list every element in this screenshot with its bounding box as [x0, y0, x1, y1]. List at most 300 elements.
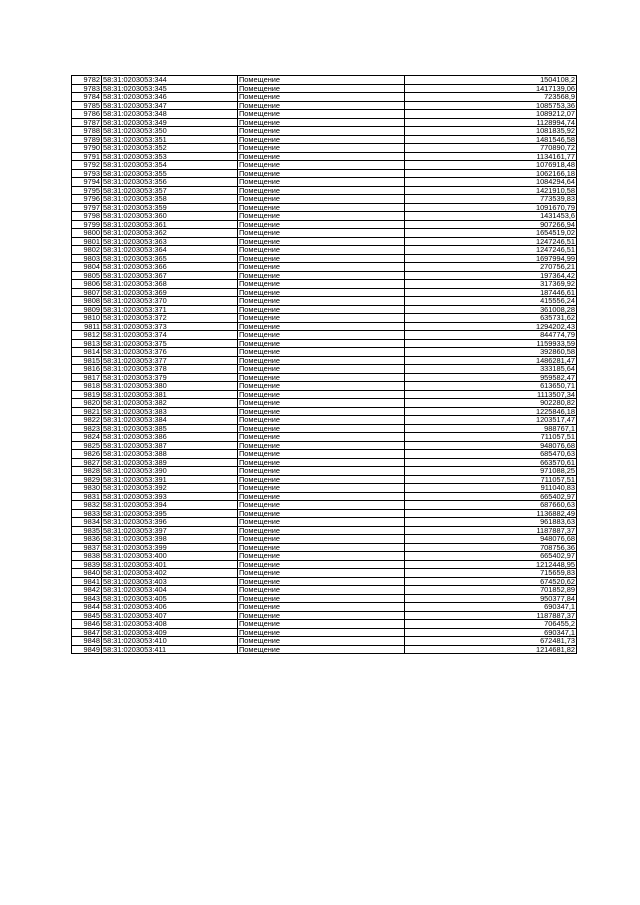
cadastral-number-cell: 58:31:0203053:347	[102, 101, 238, 110]
row-number-cell: 9827	[72, 458, 102, 467]
object-type-cell: Помещение	[238, 186, 405, 195]
row-number-cell: 9811	[72, 322, 102, 331]
cadastral-number-cell: 58:31:0203053:387	[102, 441, 238, 450]
table-row	[72, 297, 577, 306]
table-row	[72, 577, 577, 586]
cadastral-value-cell: 1159933,59	[405, 339, 577, 348]
table-row	[72, 365, 577, 374]
row-number-cell: 9800	[72, 229, 102, 238]
row-number-cell: 9834	[72, 518, 102, 527]
cadastral-number-cell: 58:31:0203053:390	[102, 467, 238, 476]
cadastral-value-cell: 706455,2	[405, 620, 577, 629]
cadastral-value-cell: 1089212,07	[405, 110, 577, 119]
cadastral-number-cell: 58:31:0203053:379	[102, 373, 238, 382]
row-number-cell: 9849	[72, 645, 102, 654]
table-row	[72, 518, 577, 527]
table-row	[72, 186, 577, 195]
object-type-cell: Помещение	[238, 390, 405, 399]
cadastral-number-cell: 58:31:0203053:361	[102, 220, 238, 229]
table-row	[72, 271, 577, 280]
row-number-cell: 9791	[72, 152, 102, 161]
cadastral-value-cell: 690347,1	[405, 628, 577, 637]
object-type-cell: Помещение	[238, 297, 405, 306]
object-type-cell: Помещение	[238, 450, 405, 459]
cadastral-number-cell: 58:31:0203053:383	[102, 407, 238, 416]
cadastral-value-cell: 1084294,64	[405, 178, 577, 187]
table-row	[72, 543, 577, 552]
object-type-cell: Помещение	[238, 577, 405, 586]
cadastral-value-cell: 1417139,06	[405, 84, 577, 93]
cadastral-value-cell: 1136882,49	[405, 509, 577, 518]
row-number-cell: 9803	[72, 254, 102, 263]
cadastral-number-cell: 58:31:0203053:395	[102, 509, 238, 518]
row-number-cell: 9832	[72, 501, 102, 510]
cadastral-value-cell: 715659,83	[405, 569, 577, 578]
row-number-cell: 9843	[72, 594, 102, 603]
table-row	[72, 535, 577, 544]
cadastral-value-cell: 1062166,18	[405, 169, 577, 178]
object-type-cell: Помещение	[238, 637, 405, 646]
cadastral-value-cell: 663570,61	[405, 458, 577, 467]
object-type-cell: Помещение	[238, 246, 405, 255]
cadastral-value-cell: 317369,92	[405, 280, 577, 289]
cadastral-number-cell: 58:31:0203053:357	[102, 186, 238, 195]
cadastral-value-cell: 902280,82	[405, 399, 577, 408]
object-type-cell: Помещение	[238, 331, 405, 340]
cadastral-value-cell: 711057,51	[405, 433, 577, 442]
table-row	[72, 220, 577, 229]
cadastral-number-cell: 58:31:0203053:354	[102, 161, 238, 170]
table-row	[72, 263, 577, 272]
row-number-cell: 9798	[72, 212, 102, 221]
row-number-cell: 9812	[72, 331, 102, 340]
cadastral-value-cell: 948076,68	[405, 441, 577, 450]
cadastral-value-cell: 1214681,82	[405, 645, 577, 654]
cadastral-value-cell: 911040,83	[405, 484, 577, 493]
row-number-cell: 9807	[72, 288, 102, 297]
row-number-cell: 9821	[72, 407, 102, 416]
object-type-cell: Помещение	[238, 348, 405, 357]
cadastral-value-cell: 1203517,47	[405, 416, 577, 425]
cadastral-number-cell: 58:31:0203053:397	[102, 526, 238, 535]
row-number-cell: 9828	[72, 467, 102, 476]
table-row	[72, 339, 577, 348]
object-type-cell: Помещение	[238, 373, 405, 382]
object-type-cell: Помещение	[238, 152, 405, 161]
cadastral-value-cell: 773539,83	[405, 195, 577, 204]
cadastral-number-cell: 58:31:0203053:391	[102, 475, 238, 484]
cadastral-number-cell: 58:31:0203053:366	[102, 263, 238, 272]
object-type-cell: Помещение	[238, 620, 405, 629]
object-type-cell: Помещение	[238, 407, 405, 416]
row-number-cell: 9830	[72, 484, 102, 493]
cadastral-number-cell: 58:31:0203053:356	[102, 178, 238, 187]
object-type-cell: Помещение	[238, 560, 405, 569]
row-number-cell: 9792	[72, 161, 102, 170]
row-number-cell: 9815	[72, 356, 102, 365]
cadastral-value-cell: 687660,63	[405, 501, 577, 510]
table-row	[72, 569, 577, 578]
cadastral-number-cell: 58:31:0203053:398	[102, 535, 238, 544]
cadastral-number-cell: 58:31:0203053:350	[102, 127, 238, 136]
cadastral-number-cell: 58:31:0203053:411	[102, 645, 238, 654]
object-type-cell: Помещение	[238, 212, 405, 221]
cadastral-value-cell: 685470,63	[405, 450, 577, 459]
cadastral-value-cell: 1113507,34	[405, 390, 577, 399]
row-number-cell: 9799	[72, 220, 102, 229]
table-row	[72, 288, 577, 297]
cadastral-value-cell: 1247246,51	[405, 237, 577, 246]
table-row	[72, 467, 577, 476]
cadastral-value-cell: 1187887,37	[405, 526, 577, 535]
row-number-cell: 9802	[72, 246, 102, 255]
table-row	[72, 144, 577, 153]
cadastral-number-cell: 58:31:0203053:353	[102, 152, 238, 161]
row-number-cell: 9841	[72, 577, 102, 586]
row-number-cell: 9794	[72, 178, 102, 187]
row-number-cell: 9845	[72, 611, 102, 620]
row-number-cell: 9819	[72, 390, 102, 399]
cadastral-value-cell: 333185,64	[405, 365, 577, 374]
cadastral-number-cell: 58:31:0203053:348	[102, 110, 238, 119]
cadastral-value-cell: 770890,72	[405, 144, 577, 153]
cadastral-number-cell: 58:31:0203053:380	[102, 382, 238, 391]
row-number-cell: 9818	[72, 382, 102, 391]
table-row	[72, 475, 577, 484]
row-number-cell: 9822	[72, 416, 102, 425]
cadastral-value-cell: 723568,9	[405, 93, 577, 102]
table-row	[72, 450, 577, 459]
row-number-cell: 9831	[72, 492, 102, 501]
object-type-cell: Помещение	[238, 492, 405, 501]
row-number-cell: 9835	[72, 526, 102, 535]
row-number-cell: 9826	[72, 450, 102, 459]
row-number-cell: 9814	[72, 348, 102, 357]
object-type-cell: Помещение	[238, 305, 405, 314]
row-number-cell: 9784	[72, 93, 102, 102]
cadastral-number-cell: 58:31:0203053:367	[102, 271, 238, 280]
object-type-cell: Помещение	[238, 586, 405, 595]
table-row	[72, 458, 577, 467]
cadastral-value-cell: 665402,97	[405, 552, 577, 561]
object-type-cell: Помещение	[238, 271, 405, 280]
row-number-cell: 9810	[72, 314, 102, 323]
cadastral-value-cell: 361008,28	[405, 305, 577, 314]
row-number-cell: 9785	[72, 101, 102, 110]
object-type-cell: Помещение	[238, 93, 405, 102]
object-type-cell: Помещение	[238, 484, 405, 493]
cadastral-value-cell: 1486281,47	[405, 356, 577, 365]
object-type-cell: Помещение	[238, 416, 405, 425]
cadastral-number-cell: 58:31:0203053:352	[102, 144, 238, 153]
object-type-cell: Помещение	[238, 382, 405, 391]
table-row	[72, 611, 577, 620]
row-number-cell: 9820	[72, 399, 102, 408]
cadastral-number-cell: 58:31:0203053:393	[102, 492, 238, 501]
table-row	[72, 373, 577, 382]
cadastral-number-cell: 58:31:0203053:407	[102, 611, 238, 620]
table-row	[72, 407, 577, 416]
cadastral-number-cell: 58:31:0203053:400	[102, 552, 238, 561]
table-row	[72, 195, 577, 204]
object-type-cell: Помещение	[238, 611, 405, 620]
cadastral-number-cell: 58:31:0203053:372	[102, 314, 238, 323]
object-type-cell: Помещение	[238, 178, 405, 187]
object-type-cell: Помещение	[238, 144, 405, 153]
cadastral-number-cell: 58:31:0203053:409	[102, 628, 238, 637]
cadastral-value-cell: 907266,94	[405, 220, 577, 229]
cadastral-value-cell: 392860,58	[405, 348, 577, 357]
object-type-cell: Помещение	[238, 552, 405, 561]
table-row	[72, 254, 577, 263]
cadastral-value-cell: 844774,79	[405, 331, 577, 340]
cadastral-value-cell: 1654519,02	[405, 229, 577, 238]
table-row	[72, 620, 577, 629]
table-row	[72, 322, 577, 331]
row-number-cell: 9795	[72, 186, 102, 195]
table-row	[72, 594, 577, 603]
table-row	[72, 552, 577, 561]
cadastral-value-cell: 1247246,51	[405, 246, 577, 255]
cadastral-number-cell: 58:31:0203053:381	[102, 390, 238, 399]
cadastral-value-cell: 690347,1	[405, 603, 577, 612]
row-number-cell: 9788	[72, 127, 102, 136]
cadastral-value-cell: 961883,63	[405, 518, 577, 527]
cadastral-number-cell: 58:31:0203053:404	[102, 586, 238, 595]
table-row	[72, 382, 577, 391]
table-row	[72, 246, 577, 255]
cadastral-number-cell: 58:31:0203053:405	[102, 594, 238, 603]
cadastral-number-cell: 58:31:0203053:401	[102, 560, 238, 569]
cadastral-number-cell: 58:31:0203053:359	[102, 203, 238, 212]
cadastral-value-cell: 270756,21	[405, 263, 577, 272]
table-row	[72, 645, 577, 654]
object-type-cell: Помещение	[238, 475, 405, 484]
table-row	[72, 161, 577, 170]
table-row	[72, 526, 577, 535]
cadastral-number-cell: 58:31:0203053:375	[102, 339, 238, 348]
cadastral-value-cell: 1697994,99	[405, 254, 577, 263]
cadastral-number-cell: 58:31:0203053:345	[102, 84, 238, 93]
table-row	[72, 237, 577, 246]
object-type-cell: Помещение	[238, 365, 405, 374]
cadastral-number-cell: 58:31:0203053:403	[102, 577, 238, 586]
row-number-cell: 9816	[72, 365, 102, 374]
cadastral-value-cell: 948076,68	[405, 535, 577, 544]
table-row	[72, 492, 577, 501]
cadastral-value-cell: 971088,25	[405, 467, 577, 476]
cadastral-value-cell: 187446,61	[405, 288, 577, 297]
table-row	[72, 603, 577, 612]
row-number-cell: 9847	[72, 628, 102, 637]
object-type-cell: Помещение	[238, 509, 405, 518]
row-number-cell: 9809	[72, 305, 102, 314]
cadastral-number-cell: 58:31:0203053:384	[102, 416, 238, 425]
object-type-cell: Помещение	[238, 526, 405, 535]
cadastral-number-cell: 58:31:0203053:364	[102, 246, 238, 255]
cadastral-value-cell: 613650,71	[405, 382, 577, 391]
cadastral-number-cell: 58:31:0203053:377	[102, 356, 238, 365]
row-number-cell: 9817	[72, 373, 102, 382]
row-number-cell: 9838	[72, 552, 102, 561]
cadastral-value-cell: 1081835,92	[405, 127, 577, 136]
cadastral-value-cell: 1091670,79	[405, 203, 577, 212]
table-row	[72, 509, 577, 518]
table-row	[72, 101, 577, 110]
table-row	[72, 169, 577, 178]
cadastral-number-cell: 58:31:0203053:396	[102, 518, 238, 527]
cadastral-value-cell: 701852,89	[405, 586, 577, 595]
cadastral-number-cell: 58:31:0203053:373	[102, 322, 238, 331]
cadastral-number-cell: 58:31:0203053:388	[102, 450, 238, 459]
cadastral-number-cell: 58:31:0203053:410	[102, 637, 238, 646]
row-number-cell: 9806	[72, 280, 102, 289]
cadastral-number-cell: 58:31:0203053:369	[102, 288, 238, 297]
row-number-cell: 9805	[72, 271, 102, 280]
object-type-cell: Помещение	[238, 237, 405, 246]
cadastral-number-cell: 58:31:0203053:402	[102, 569, 238, 578]
cadastral-value-cell: 635731,62	[405, 314, 577, 323]
object-type-cell: Помещение	[238, 501, 405, 510]
table-row	[72, 637, 577, 646]
cadastral-number-cell: 58:31:0203053:399	[102, 543, 238, 552]
cadastral-number-cell: 58:31:0203053:386	[102, 433, 238, 442]
row-number-cell: 9808	[72, 297, 102, 306]
object-type-cell: Помещение	[238, 569, 405, 578]
row-number-cell: 9825	[72, 441, 102, 450]
object-type-cell: Помещение	[238, 203, 405, 212]
cadastral-value-cell: 708756,36	[405, 543, 577, 552]
row-number-cell: 9829	[72, 475, 102, 484]
table-row	[72, 560, 577, 569]
cadastral-number-cell: 58:31:0203053:394	[102, 501, 238, 510]
cadastral-value-cell: 197364,42	[405, 271, 577, 280]
row-number-cell: 9789	[72, 135, 102, 144]
cadastral-number-cell: 58:31:0203053:408	[102, 620, 238, 629]
cadastral-number-cell: 58:31:0203053:349	[102, 118, 238, 127]
object-type-cell: Помещение	[238, 339, 405, 348]
table-row	[72, 84, 577, 93]
object-type-cell: Помещение	[238, 288, 405, 297]
cadastral-value-cell: 1085753,36	[405, 101, 577, 110]
table-row	[72, 390, 577, 399]
cadastral-value-cell: 1187887,37	[405, 611, 577, 620]
cadastral-number-cell: 58:31:0203053:376	[102, 348, 238, 357]
object-type-cell: Помещение	[238, 458, 405, 467]
table-row	[72, 356, 577, 365]
table-row	[72, 203, 577, 212]
row-number-cell: 9836	[72, 535, 102, 544]
row-number-cell: 9813	[72, 339, 102, 348]
cadastral-number-cell: 58:31:0203053:385	[102, 424, 238, 433]
table-row	[72, 484, 577, 493]
object-type-cell: Помещение	[238, 518, 405, 527]
table-row	[72, 212, 577, 221]
cadastral-number-cell: 58:31:0203053:371	[102, 305, 238, 314]
cadastral-number-cell: 58:31:0203053:365	[102, 254, 238, 263]
cadastral-number-cell: 58:31:0203053:363	[102, 237, 238, 246]
row-number-cell: 9823	[72, 424, 102, 433]
object-type-cell: Помещение	[238, 314, 405, 323]
cadastral-number-cell: 58:31:0203053:368	[102, 280, 238, 289]
row-number-cell: 9804	[72, 263, 102, 272]
cadastral-number-cell: 58:31:0203053:344	[102, 76, 238, 85]
property-table-body	[72, 76, 577, 654]
table-row	[72, 424, 577, 433]
object-type-cell: Помещение	[238, 127, 405, 136]
cadastral-value-cell: 1225846,18	[405, 407, 577, 416]
object-type-cell: Помещение	[238, 280, 405, 289]
cadastral-value-cell: 1504108,2	[405, 76, 577, 85]
object-type-cell: Помещение	[238, 161, 405, 170]
table-row	[72, 416, 577, 425]
cadastral-value-cell: 672481,73	[405, 637, 577, 646]
object-type-cell: Помещение	[238, 603, 405, 612]
table-row	[72, 127, 577, 136]
row-number-cell: 9786	[72, 110, 102, 119]
object-type-cell: Помещение	[238, 229, 405, 238]
object-type-cell: Помещение	[238, 645, 405, 654]
cadastral-value-cell: 1481546,58	[405, 135, 577, 144]
object-type-cell: Помещение	[238, 76, 405, 85]
cadastral-value-cell: 950377,84	[405, 594, 577, 603]
cadastral-number-cell: 58:31:0203053:370	[102, 297, 238, 306]
table-row	[72, 135, 577, 144]
object-type-cell: Помещение	[238, 195, 405, 204]
object-type-cell: Помещение	[238, 101, 405, 110]
object-type-cell: Помещение	[238, 169, 405, 178]
cadastral-number-cell: 58:31:0203053:355	[102, 169, 238, 178]
cadastral-number-cell: 58:31:0203053:351	[102, 135, 238, 144]
row-number-cell: 9801	[72, 237, 102, 246]
object-type-cell: Помещение	[238, 322, 405, 331]
cadastral-number-cell: 58:31:0203053:346	[102, 93, 238, 102]
object-type-cell: Помещение	[238, 399, 405, 408]
cadastral-number-cell: 58:31:0203053:374	[102, 331, 238, 340]
row-number-cell: 9797	[72, 203, 102, 212]
table-row	[72, 628, 577, 637]
cadastral-value-cell: 1076918,48	[405, 161, 577, 170]
row-number-cell: 9790	[72, 144, 102, 153]
table-row	[72, 76, 577, 85]
table-row	[72, 501, 577, 510]
object-type-cell: Помещение	[238, 356, 405, 365]
table-row	[72, 118, 577, 127]
cadastral-number-cell: 58:31:0203053:392	[102, 484, 238, 493]
cadastral-value-cell: 674520,62	[405, 577, 577, 586]
cadastral-number-cell: 58:31:0203053:378	[102, 365, 238, 374]
cadastral-value-cell: 1128994,74	[405, 118, 577, 127]
object-type-cell: Помещение	[238, 467, 405, 476]
cadastral-value-cell: 988767,1	[405, 424, 577, 433]
cadastral-value-cell: 1294202,43	[405, 322, 577, 331]
table-row	[72, 305, 577, 314]
cadastral-number-cell: 58:31:0203053:358	[102, 195, 238, 204]
table-row	[72, 399, 577, 408]
object-type-cell: Помещение	[238, 594, 405, 603]
cadastral-number-cell: 58:31:0203053:406	[102, 603, 238, 612]
cadastral-value-cell: 1421910,58	[405, 186, 577, 195]
row-number-cell: 9837	[72, 543, 102, 552]
table-row	[72, 93, 577, 102]
row-number-cell: 9844	[72, 603, 102, 612]
table-row	[72, 331, 577, 340]
table-row	[72, 586, 577, 595]
cadastral-number-cell: 58:31:0203053:389	[102, 458, 238, 467]
table-row	[72, 229, 577, 238]
row-number-cell: 9833	[72, 509, 102, 518]
table-row	[72, 348, 577, 357]
